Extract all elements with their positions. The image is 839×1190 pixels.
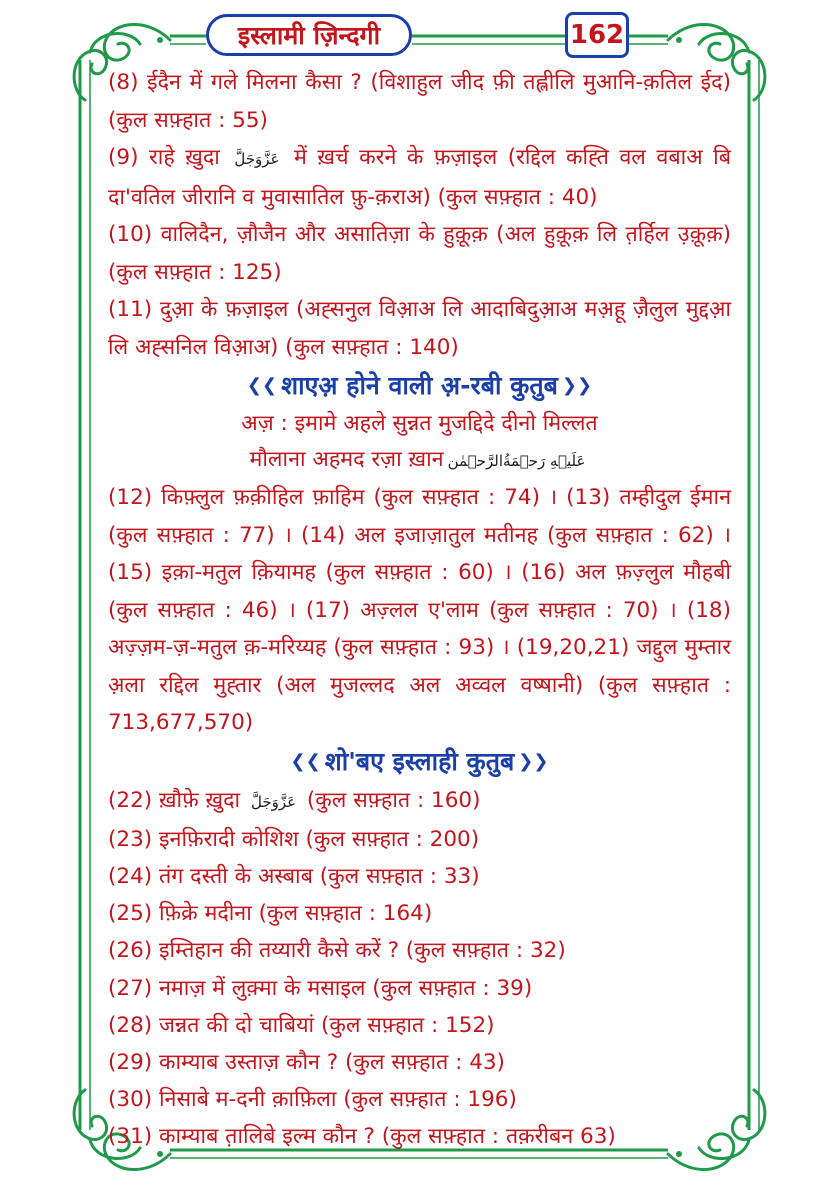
book-entry-23: (23) इनफ़िरादी कोशिश (कुल सफ़्हात : 200): [108, 826, 480, 852]
book-entry-31: (31) काम्याब त़ालिबे इल्म कौन ? (कुल सफ़्हात : तक़रीबन 63): [108, 1124, 616, 1150]
book-entry-10: (10) वालिदैन, ज़ौजैन और असातिज़ा के हुक़ूक़ (अल हुक़ूक़ लि त़र्हिल उ़क़ूक़) (कुल सफ़्हात : 125): [108, 222, 731, 285]
book-entry-22: (22) ख़ौफ़े ख़ुदा عَزَّوَجَلَّ (कुल सफ़्हात : 160): [108, 787, 481, 813]
heading-ornament-right-icon: ❯❯: [561, 375, 593, 396]
heading-ornament-right-icon: ❯❯: [518, 750, 549, 772]
heading-ornament-left-icon: ❮❮: [290, 750, 321, 772]
arabic-honorific: عَلَيۡهِ رَحۡمَةُالرَّحۡمٰن: [447, 452, 586, 470]
book-entry-24: (24) तंग दस्ती के अस्बाब (कुल सफ़्हात : 33): [108, 863, 480, 889]
book-entry-28: (28) जन्नत की दो चाबियां (कुल सफ़्हात : 152): [108, 1012, 495, 1038]
book-entry-27: (27) नमाज़ में लुक़्मा के मसाइल (कुल सफ़्हात : 39): [108, 975, 533, 1001]
book-entry-9: [108, 139, 731, 216]
arabic-books-list: (12) किफ़्लुल फ़क़ीहिल फ़ाहिम (कुल सफ़्हात : 74) । (13) तम्हीदुल ईमान (कुल सफ़्हात : 77) । (14) अल इजाज़ातुल मतीनह (कुल सफ़्हात : 62) । (15) इक़ा-मतुल क़ियामह (कुल सफ़्हात : 60) । (16) अल फ़ज़्लुल मौहबी (कुल सफ़्हात : 46) । (17) अज़्लल ए'लाम (कुल सफ़्हात : 70) । (18) अज़्ज़म-ज़-मतुल क़-मरिय्यह (कुल सफ़्हात : 93) । (19,20,21) जद्दुल मुम्तार अ़ला रद्दिल मुह्तार (अल मुजल्लद अल अव्वल वष्षानी) (कुल सफ़्हात : 713,677,570): [108, 485, 731, 735]
book-entry-11: (11) दुआ़ के फ़ज़ाइल (अह्सनुल विआ़अ लि आदाबिदुआ़अ मअ़हू ज़ैलुल मुद्दआ़ लि अह्सनिल विआ़अ) (कुल सफ़्हात : 140): [108, 297, 731, 360]
book-entry-9-rest: में ख़र्च करने के फ़ज़ाइल (रद्दिल कह्ति वल वबाअ बि दा'वतिल जीरानि व मुवासातिल फ़ु-क़राअ) (कुल सफ़्हात : 40): [108, 145, 731, 210]
heading-ornament-left-icon: ❮❮: [246, 375, 278, 396]
section-heading-arabic-books: ❮❮ शाएअ़ होने वाली अ़-रबी कुतुब ❯❯: [108, 366, 731, 406]
book-entry-9-start: (9) राहे ख़ुदा: [108, 145, 231, 170]
author-line-2: मौलाना अहमद रज़ा ख़ान عَلَيۡهِ رَحۡمَةُالرَّحۡمٰن: [108, 442, 731, 479]
book-entry-29: (29) काम्याब उस्ताज़ कौन ? (कुल सफ़्हात : 43): [108, 1049, 505, 1075]
author-line-1: अज़ : इमामे अहले सुन्नत मुजद्दिदे दीनो मिल्लत: [241, 411, 598, 436]
page-number: 162: [565, 12, 629, 58]
page-content: [108, 64, 731, 1156]
book-entry-26: (26) इम्तिहान की तय्यारी कैसे करें ? (कुल सफ़्हात : 32): [108, 938, 566, 964]
book-entry-30: (30) निसाबे म-दनी क़ाफ़िला (कुल सफ़्हात : 196): [108, 1087, 517, 1113]
arabic-azza-wajal: عَزَّوَجَلَّ: [234, 150, 280, 168]
arabic-azza-wajal: عَزَّوَجَلَّ: [250, 792, 297, 811]
book-entry-25: (25) फ़िक्रे मदीना (कुल सफ़्हात : 164): [108, 901, 433, 927]
book-entry-8: (8) ईदैन में गले मिलना कैसा ? (विशाहुल जीद फ़ी तह्लीलि मुआनि-क़तिल ईद) (कुल सफ़्हात : 55): [108, 70, 731, 133]
section-heading-islahi-books: ❮❮ शो'बए इस्लाही कुतुब ❯❯: [108, 742, 731, 782]
running-header-title: इस्लामी ज़िन्दगी: [206, 14, 412, 56]
